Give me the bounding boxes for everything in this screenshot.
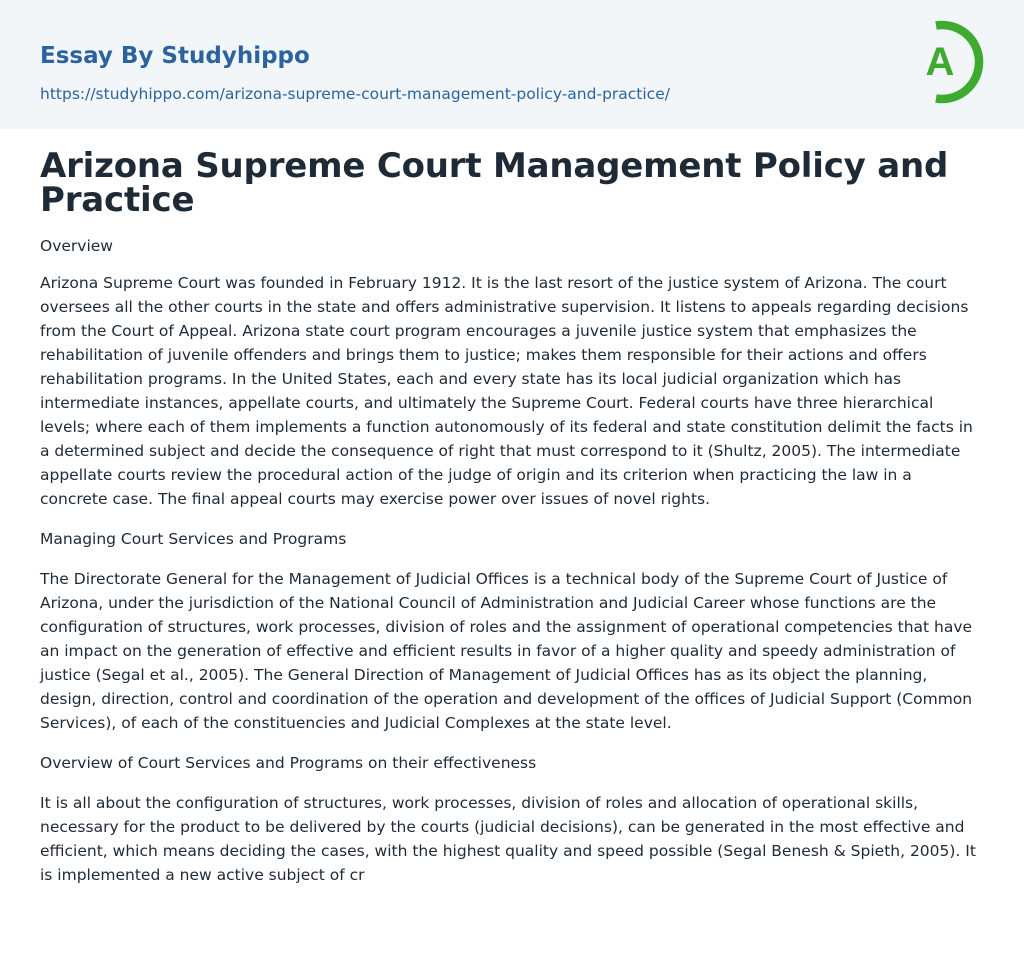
article	[40, 146, 984, 887]
site-header	[0, 0, 1024, 129]
logo-letter: A	[925, 40, 955, 84]
section-heading-effectiveness: Overview of Court Services and Programs on their effectiveness	[40, 754, 537, 772]
brand-title[interactable]: Essay By Studyhippo	[40, 43, 310, 69]
studyhippo-logo-icon[interactable]	[912, 19, 986, 105]
source-url-link[interactable]: https://studyhippo.com/arizona-supreme-court-management-policy-and-practice/	[40, 85, 670, 103]
section-body-managing: The Directorate General for the Management of Judicial Offices is a technical body of the Supreme Court of Justice of Arizona, under the jurisdiction of the National Council of Administration and Judicial Career whose functions are the configuration of structures, work processes, division of roles and the assignment of operational competencies that have an impact on the generation of effective and efficient results in favor of a higher quality and speedy administration of justice (Segal et al., 2005). The General Direction of Management of Judicial Offices has as its object the planning, design, direction, control and coordination of the operation and development of the offices of Judicial Support (Common Services), of each of the constituencies and Judicial Complexes at the state level.	[40, 570, 973, 732]
section-heading-managing: Managing Court Services and Programs	[40, 530, 347, 548]
section-heading-overview: Overview	[40, 237, 113, 255]
section-body-effectiveness: It is all about the configuration of structures, work processes, division of roles and allocation of operational skills, necessary for the product to be delivered by the courts (judicial decisions), can be generated in the most effective and efficient, which means deciding the cases, with the highest quality and speed possible (Segal Benesh & Spieth, 2005). It is implemented a new active subject of cr	[40, 794, 976, 884]
section-body-overview: Arizona Supreme Court was founded in February 1912. It is the last resort of the justice system of Arizona. The court oversees all the other courts in the state and offers administrative supervision. It listens to appeals regarding decisions from the Court of Appeal. Arizona state court program encourages a juvenile justice system that emphasizes the rehabilitation of juvenile offenders and brings them to justice; makes them responsible for their actions and offers rehabilitation programs. In the United States, each and every state has its local judicial organization which has intermediate instances, appellate courts, and ultimately the Supreme Court. Federal courts have three hierarchical levels; where each of them implements a function autonomously of its federal and state constitution delimit the facts in a determined subject and decide the consequence of right that must correspond to it (Shultz, 2005). The intermediate appellate courts review the procedural action of the judge of origin and its criterion when practicing the law in a concrete case. The final appeal courts may exercise power over issues of novel rights.	[40, 274, 973, 508]
page-title: Arizona Supreme Court Management Policy and Practice	[40, 146, 949, 220]
